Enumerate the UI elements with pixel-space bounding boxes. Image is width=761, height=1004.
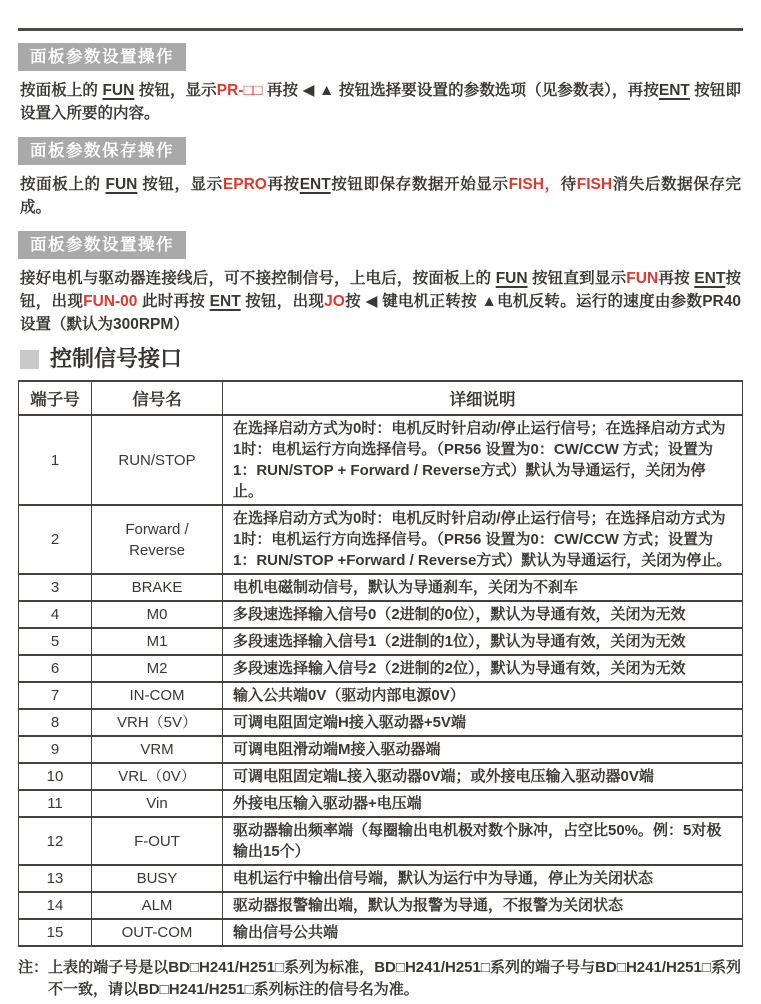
terminal-number: 8 (19, 709, 92, 736)
table-row (19, 601, 743, 628)
signal-description: 可调电阻滑动端M接入驱动器端 (223, 736, 743, 763)
signal-name: ALM (92, 892, 223, 919)
section-paragraph: 按面板上的 FUN 按钮，显示PR-□□ 再按 ◀ ▲ 按钮选择要设置的参数选项（见参数表），再按ENT 按钮即设置入所要的内容。 (20, 82, 741, 122)
control-signal-title (20, 346, 743, 372)
signal-description: 在选择启动方式为0时：电机反时针启动/停止运行信号；在选择启动方式为1时：电机运行方向选择信号。（PR56 设置为0：CW/CCW 方式；设置为1：RUN/STOP + Forward / Reverse方式）默认为导通运行，关闭为停止。 (223, 415, 743, 505)
footnote (18, 957, 741, 1001)
control-signal-table (18, 380, 743, 947)
section-panel-param-set (18, 31, 743, 125)
table-row (19, 505, 743, 574)
table-row (19, 763, 743, 790)
section-panel-param-save (18, 125, 743, 219)
signal-description: 电机运行中输出信号端，默认为运行中为导通，停止为关闭状态 (223, 865, 743, 892)
terminal-number: 9 (19, 736, 92, 763)
terminal-number: 15 (19, 919, 92, 946)
signal-name: M2 (92, 655, 223, 682)
signal-name: RUN/STOP (92, 415, 223, 505)
signal-name: M0 (92, 601, 223, 628)
table-body (19, 415, 743, 946)
table-header (19, 381, 743, 415)
signal-name: Vin (92, 790, 223, 817)
signal-name: IN-COM (92, 682, 223, 709)
section-panel-trial-run (18, 219, 743, 336)
signal-name: VRH（5V） (92, 709, 223, 736)
table-row (19, 709, 743, 736)
section-header-bar: 面板参数设置操作 (18, 231, 186, 259)
signal-name: VRL（0V） (92, 763, 223, 790)
signal-description: 多段速选择输入信号0（2进制的0位），默认为导通有效，关闭为无效 (223, 601, 743, 628)
note-text: 上表的端子号是以BD□H241/H251□系列为标准，BD□H241/H251□系列的端子号与BD□H241/H251□系列不一致，请以BD□H241/H251□系列标注的信号名为准。 (48, 959, 741, 998)
terminal-number: 10 (19, 763, 92, 790)
signal-name: Forward / Reverse (92, 505, 223, 574)
terminal-number: 1 (19, 415, 92, 505)
table-row (19, 919, 743, 946)
table-row (19, 817, 743, 865)
signal-description: 输入公共端0V（驱动内部电源0V） (223, 682, 743, 709)
signal-name: OUT-COM (92, 919, 223, 946)
signal-description: 多段速选择输入信号2（2进制的2位），默认为导通有效，关闭为无效 (223, 655, 743, 682)
col-header-description: 详细说明 (223, 381, 743, 415)
signal-description: 可调电阻固定端H接入驱动器+5V端 (223, 709, 743, 736)
signal-description: 可调电阻固定端L接入驱动器0V端；或外接电压输入驱动器0V端 (223, 763, 743, 790)
table-row (19, 736, 743, 763)
section-paragraph: 接好电机与驱动器连接线后，可不接控制信号，上电后，按面板上的 FUN 按钮直到显示FUN再按 ENT按钮，出现FUN-00 此时再按 ENT 按钮，出现JO按 ◀ 键电机正转按 ▲电机反转。运行的速度由参数PR40设置（默认为300RPM） (20, 270, 742, 333)
signal-name: BRAKE (92, 574, 223, 601)
terminal-number: 13 (19, 865, 92, 892)
terminal-number: 11 (19, 790, 92, 817)
table-row (19, 865, 743, 892)
table-row (19, 655, 743, 682)
signal-description: 多段速选择输入信号1（2进制的1位），默认为导通有效，关闭为无效 (223, 628, 743, 655)
signal-name: BUSY (92, 865, 223, 892)
signal-description: 外接电压输入驱动器+电压端 (223, 790, 743, 817)
terminal-number: 4 (19, 601, 92, 628)
signal-description: 驱动器报警输出端，默认为报警为导通，不报警为关闭状态 (223, 892, 743, 919)
table-row (19, 415, 743, 505)
table-row (19, 574, 743, 601)
terminal-number: 7 (19, 682, 92, 709)
terminal-number: 14 (19, 892, 92, 919)
terminal-number: 5 (19, 628, 92, 655)
signal-description: 在选择启动方式为0时：电机反时针启动/停止运行信号；在选择启动方式为1时：电机运行方向选择信号。（PR56 设置为0：CW/CCW 方式；设置为1：RUN/STOP +Forward / Reverse方式）默认为导通运行，关闭为停止。 (223, 505, 743, 574)
terminal-number: 12 (19, 817, 92, 865)
signal-name: M1 (92, 628, 223, 655)
section-paragraph: 按面板上的 FUN 按钮，显示EPRO再按ENT按钮即保存数据开始显示FISH，待FISH消失后数据保存完成。 (20, 176, 741, 216)
signal-name: VRM (92, 736, 223, 763)
col-header-terminal-no: 端子号 (19, 381, 92, 415)
table-row (19, 628, 743, 655)
signal-description: 驱动器输出频率端（每圈输出电机极对数个脉冲，占空比50%。例：5对极输出15个） (223, 817, 743, 865)
note-label: 注： (18, 959, 49, 976)
terminal-number: 3 (19, 574, 92, 601)
terminal-number: 2 (19, 505, 92, 574)
signal-description: 输出信号公共端 (223, 919, 743, 946)
square-bullet-icon (20, 350, 39, 369)
signal-name: F-OUT (92, 817, 223, 865)
signal-description: 电机电磁制动信号，默认为导通刹车，关闭为不刹车 (223, 574, 743, 601)
table-row (19, 682, 743, 709)
section-title-text: 控制信号接口 (50, 346, 183, 371)
terminal-number: 6 (19, 655, 92, 682)
section-header-bar: 面板参数设置操作 (18, 43, 186, 71)
table-row (19, 892, 743, 919)
table-row (19, 790, 743, 817)
section-header-bar: 面板参数保存操作 (18, 137, 186, 165)
col-header-signal-name: 信号名 (92, 381, 223, 415)
